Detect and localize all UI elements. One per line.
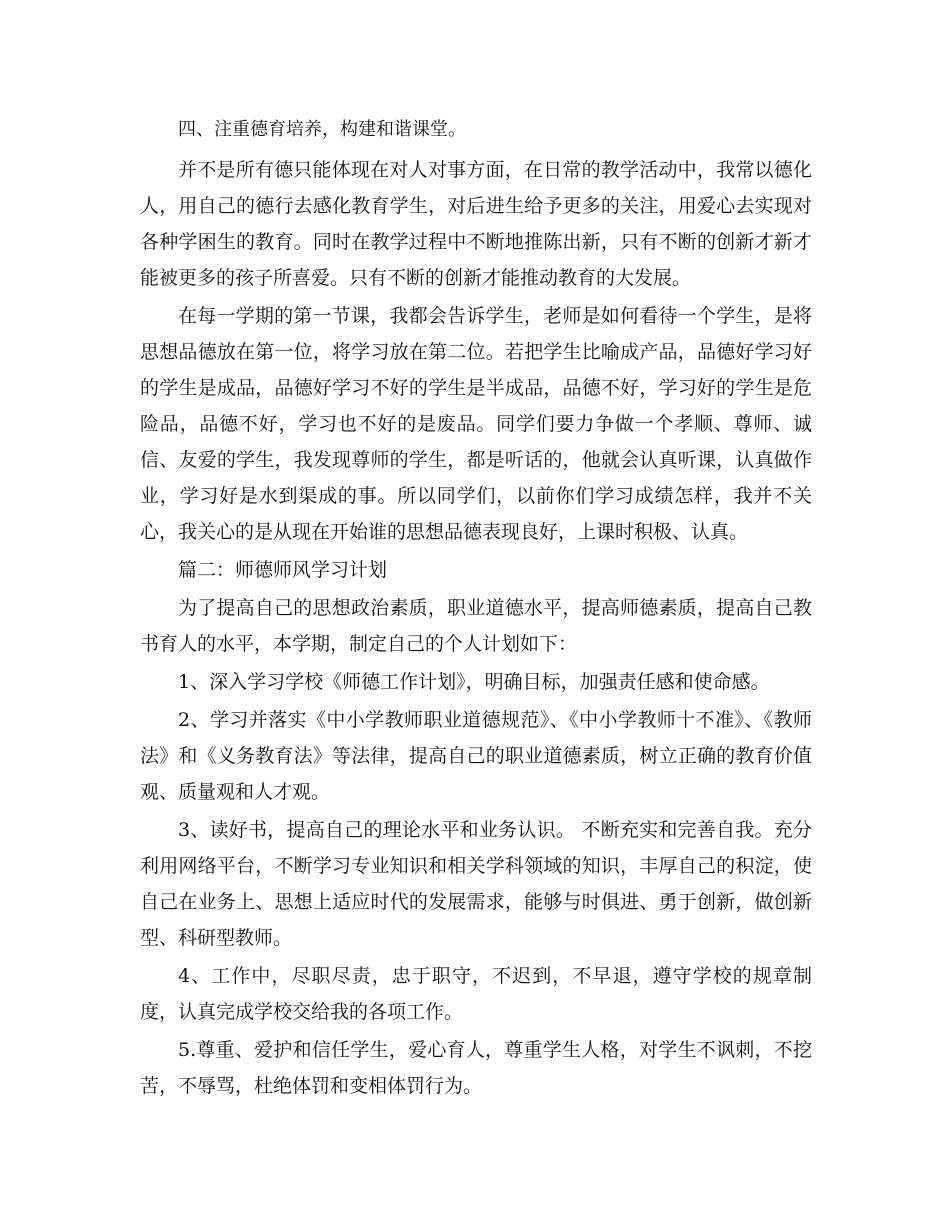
list-item: 2、学习并落实《中小学教师职业道德规范》、《中小学教师十不准》、《教师法》和《义务教育法》等法律，提高自己的职业道德素质，树立正确的教育价值观、质量观和人才观。 bbox=[140, 709, 812, 803]
list-item: 4、工作中，尽职尽责，忠于职守，不迟到，不早退，遵守学校的规章制度，认真完成学校交给我的各项工作。 bbox=[140, 965, 812, 1023]
body-paragraph: 并不是所有德只能体现在对人对事方面，在日常的教学活动中，我常以德化人，用自己的德行去感化教育学生，对后进生给予更多的关注，用爱心去实现对各种学困生的教育。同时在教学过程中不断地推陈出新，只有不断的创新才新才能被更多的孩子所喜爱。只有不断的创新才能推动教育的大发展。 bbox=[140, 159, 812, 289]
list-item: 5.尊重、爱护和信任学生，爱心育人，尊重学生人格，对学生不讽刺，不挖苦，不辱骂，杜绝体罚和变相体罚行为。 bbox=[140, 1039, 812, 1097]
section-heading-plan: 篇二：师德师风学习计划 bbox=[178, 559, 388, 581]
body-paragraph: 在每一学期的第一节课，我都会告诉学生，老师是如何看待一个学生，是将思想品德放在第一位，将学习放在第二位。若把学生比喻成产品，品德好学习好的学生是成品，品德好学习不好的学生是半成品，品德不好，学习好的学生是危险品，品德不好，学习也不好的是废品。同学们要力争做一个孝顺、尊师、诚信、友爱的学生，我发现尊师的学生，都是听话的，他就会认真听课，认真做作业，学习好是水到渠成的事。所以同学们，以前你们学习成绩怎样，我并不关心，我关心的是从现在开始谁的思想品德表现良好，上课时积极、认真。 bbox=[140, 305, 812, 543]
list-item: 3、读好书，提高自己的理论水平和业务认识。 不断充实和完善自我。充分利用网络平台，不断学习专业知识和相关学科领域的知识，丰厚自己的积淀，使自己在业务上、思想上适应时代的发展需求，能够与时俱进、勇于创新，做创新型、科研型教师。 bbox=[140, 819, 812, 949]
list-item: 1、深入学习学校《师德工作计划》，明确目标，加强责任感和使命感。 bbox=[178, 671, 770, 693]
body-paragraph: 为了提高自己的思想政治素质，职业道德水平，提高师德素质，提高自己教书育人的水平，本学期，制定自己的个人计划如下： bbox=[140, 597, 812, 655]
section-heading-moral-education: 四、注重德育培养，构建和谐课堂。 bbox=[178, 119, 466, 140]
document-page bbox=[140, 112, 812, 1106]
